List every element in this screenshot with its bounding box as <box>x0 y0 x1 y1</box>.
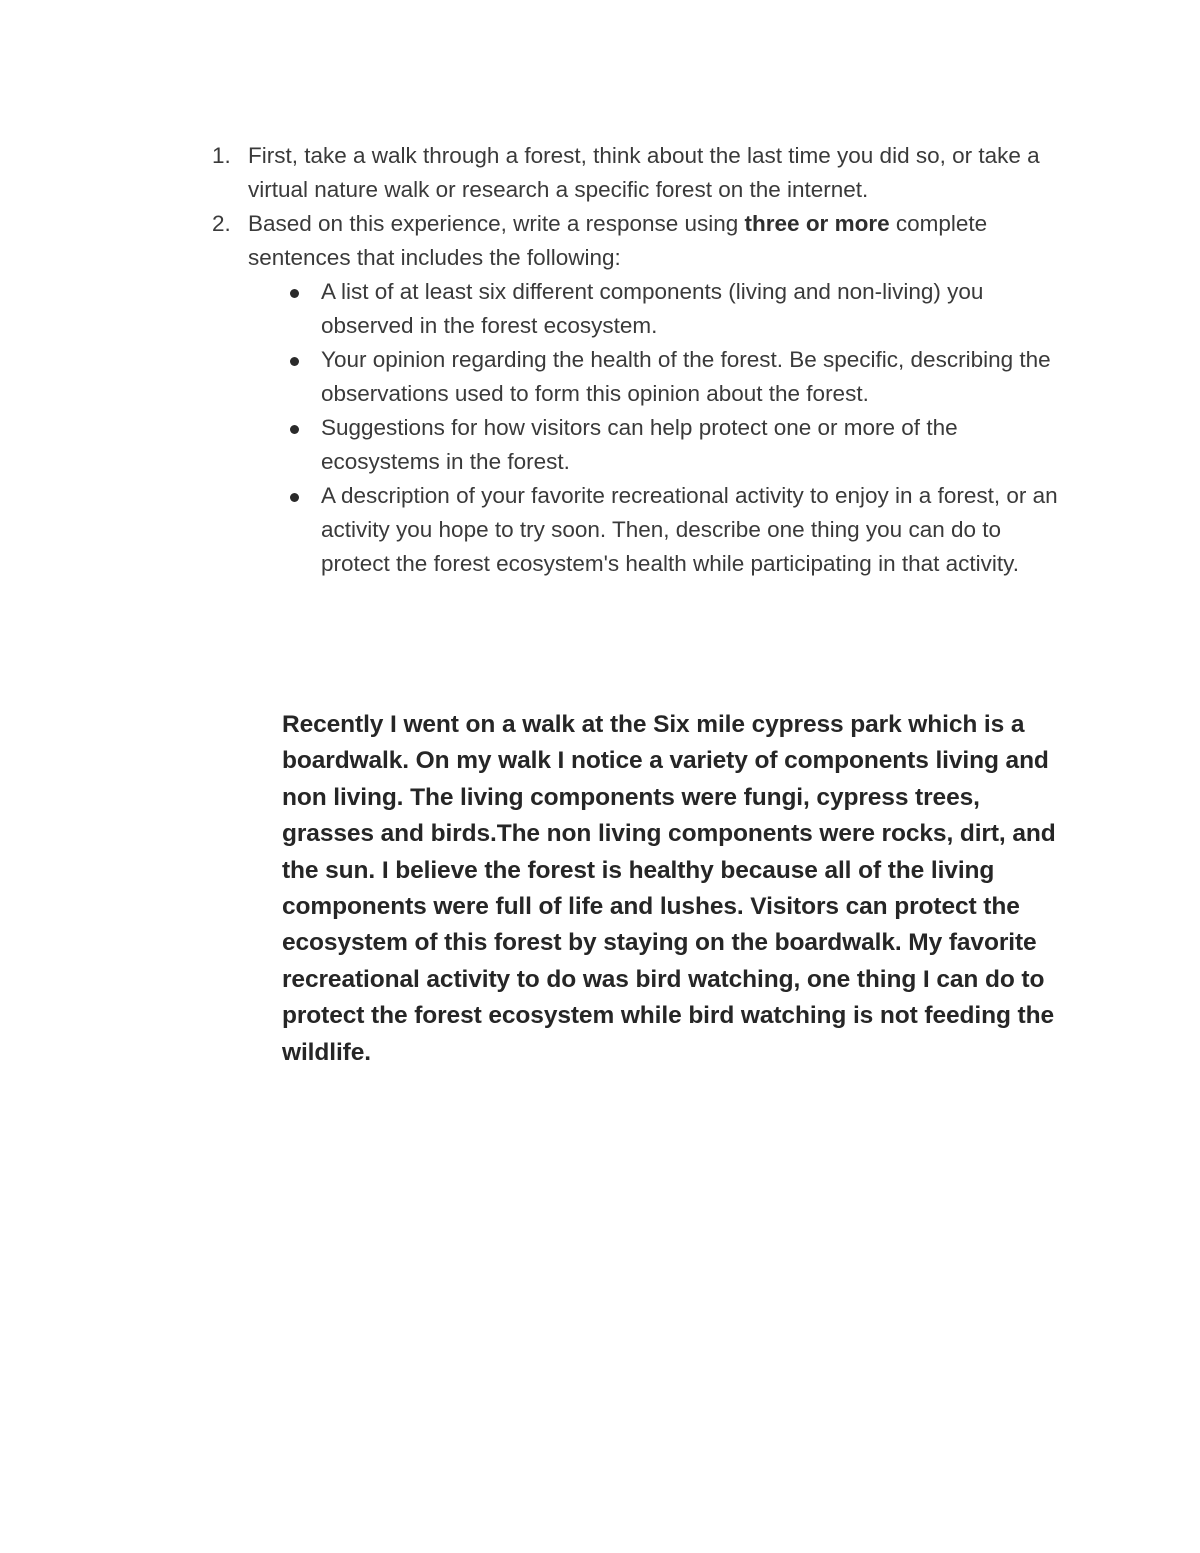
student-response: Recently I went on a walk at the Six mile cypress park which is a boardwalk. On my walk I notice a variety of components living and non living. The living components were fungi, cypress trees, grasses and birds.The non living components were rocks, dirt, and the sun. I believe the forest is healthy because all of the living components were full of life and lushes. Visitors can protect the ecosystem of this forest by staying on the boardwalk. My favorite recreational activity to do was bird watching, one thing I can do to protect the forest ecosystem while bird watching is not feeding the wildlife. <box>282 711 1056 1066</box>
instructions-list <box>212 139 1072 581</box>
bullet-dot-icon <box>290 493 299 502</box>
step-2-text-before: Based on this experience, write a response using <box>248 211 745 236</box>
bullet-item <box>321 275 1072 343</box>
bullet-text: Your opinion regarding the health of the forest. Be specific, describing the observations used to form this opinion about the forest. <box>321 347 1051 406</box>
bullet-text: A list of at least six different components (living and non-living) you observed in the forest ecosystem. <box>321 279 984 338</box>
requirements-bullet-list <box>212 275 1072 581</box>
step-2-text <box>248 211 987 270</box>
step-2-text-after: complete sentences that includes the following: <box>248 211 988 270</box>
bullet-dot-icon <box>290 357 299 366</box>
step-2-number: 2. <box>212 211 231 236</box>
bullet-item <box>321 411 1072 479</box>
bullet-item <box>321 479 1072 581</box>
bullet-dot-icon <box>290 289 299 298</box>
step-2-text-bold: three or more <box>744 211 890 236</box>
step-1-text: First, take a walk through a forest, think about the last time you did so, or take a virtual nature walk or research a specific forest on the internet. <box>248 143 1040 202</box>
step-1-number: 1. <box>212 143 231 168</box>
bullet-item <box>321 343 1072 411</box>
bullet-dot-icon <box>290 425 299 434</box>
bullet-text: Suggestions for how visitors can help protect one or more of the ecosystems in the forest. <box>321 415 958 474</box>
step-2 <box>212 207 1072 275</box>
bullet-text: A description of your favorite recreational activity to enjoy in a forest, or an activity you hope to try soon. Then, describe one thing you can do to protect the forest ecosystem's health while participating in that activity. <box>321 483 1058 576</box>
step-1 <box>212 139 1072 207</box>
